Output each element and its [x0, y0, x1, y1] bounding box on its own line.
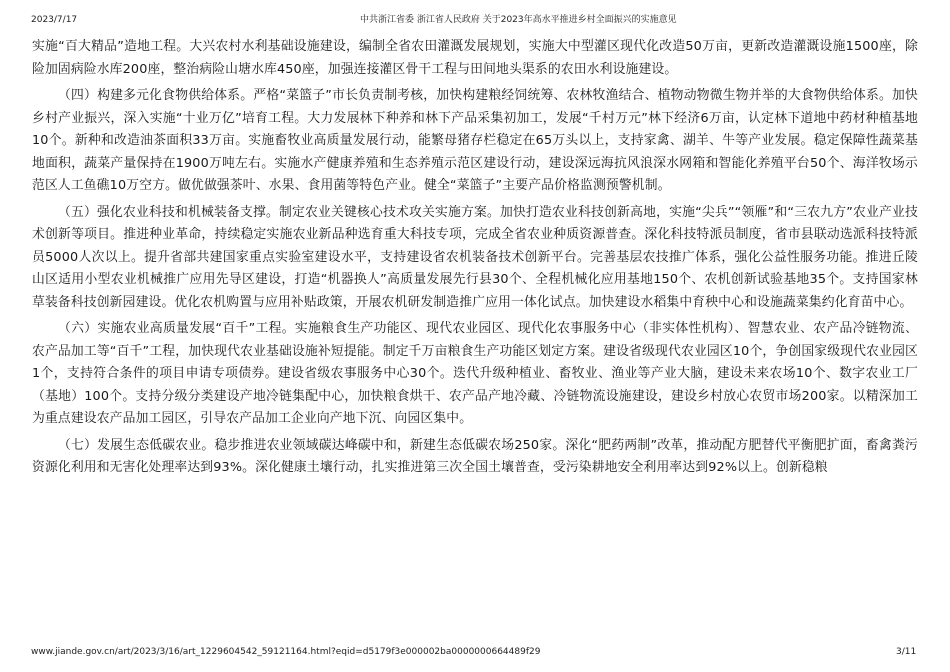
page-number: 3/11: [896, 647, 917, 657]
print-footer-url: www.jiande.gov.cn/art/2023/3/16/art_1229604542_59121164.html?eqid=d5179f3e000002ba0000000664489f29: [31, 647, 541, 657]
paragraph-section-5: （五）强化农业科技和机械装备支撑。制定农业关键核心技术攻关实施方案。加快打造农业科技创新高地，实施“尖兵”“领雁”和“三农九方”农业产业技术创新等项目。推进种业革命，持续稳定实施农业新品种选育重大科技专项，完成全省农业种质资源普查。深化科技特派员制度，省市县联动选派科技特派员5000人次以上。提升省部共建国家重点实验室建设水平，支持建设省农机装备技术创新平台。完善基层农技推广体系，强化公益性服务功能。推进丘陵山区适用小型农业机械推广应用先导区建设，打造“机器换人”高质量发展先行县30个、全程机械化应用基地150个、农机创新试验基地35个。支持国家林草装备科技创新园建设。优化农机购置与应用补贴政策，开展农机研发制造推广应用一体化试点。加快建设水稻集中育秧中心和设施蔬菜集约化育苗中心。: [32, 204, 918, 310]
print-header-title: 中共浙江省委 浙江省人民政府 关于2023年高水平推进乡村全面振兴的实施意见: [360, 15, 677, 25]
document-body: [32, 36, 918, 484]
paragraph-section-4: （四）构建多元化食物供给体系。严格“菜篮子”市长负责制考核，加快构建粮经饲统筹、农林牧渔结合、植物动物微生物并举的大食物供给体系。加快乡村产业振兴，深入实施“十业万亿”培育工程。大力发展林下种养和林下产品采集初加工，发展“千村万元”林下经济6万亩，认定林下道地中药材种植基地10个。新种和改造油茶面积33万亩。实施畜牧业高质量发展行动，能繁母猪存栏稳定在65万头以上，支持家禽、湖羊、牛等产业发展。稳定保障性蔬菜基地面积，蔬菜产量保持在1900万吨左右。实施水产健康养殖和生态养殖示范区建设行动，建设深远海抗风浪深水网箱和智能化养殖平台50个、海洋牧场示范区人工鱼礁10万空方。做优做强茶叶、水果、食用菌等特色产业。健全“菜篮子”主要产品价格监测预警机制。: [32, 88, 918, 193]
paragraph-section-6: （六）实施农业高质量发展“百千”工程。实施粮食生产功能区、现代农业园区、现代化农事服务中心（非实体性机构）、智慧农业、农产品冷链物流、农产品加工等“百千”工程，加快现代农业基础设施补短提能。制定千万亩粮食生产功能区划定方案。建设省级现代农业园区10个，争创国家级现代农业园区1个，支持符合条件的项目申请专项债券。建设省级农事服务中心30个。迭代升级种植业、畜牧业、渔业等产业大脑，建设未来农场10个、数字农业工厂（基地）100个。支持分级分类建设产地冷链集配中心，加快粮食烘干、农产品产地冷藏、冷链物流设施建设，建设乡村放心农贸市场200家。以精深加工为重点建设农产品加工园区，引导农产品加工企业向产地下沉、向园区集中。: [32, 321, 918, 426]
paragraph-section-7: （七）发展生态低碳农业。稳步推进农业领域碳达峰碳中和，新建生态低碳农场250家。深化“肥药两制”改革，推动配方肥替代平衡肥扩面，畜禽粪污资源化利用和无害化处理率达到93%。深化健康土壤行动，扎实推进第三次全国土壤普查，受污染耕地安全利用率达到92%以上。创新稳粮: [32, 437, 918, 475]
print-date: 2023/7/17: [31, 15, 78, 25]
paragraph-continued: 实施“百大精品”造地工程。大兴农村水利基础设施建设，编制全省农田灌溉发展规划，实施大中型灌区现代化改造50万亩，更新改造灌溉设施1500座，除险加固病险水库200座，整治病险山塘水库450座，加强连接灌区骨干工程与田间地头渠系的农田水利设施建设。: [32, 39, 918, 77]
